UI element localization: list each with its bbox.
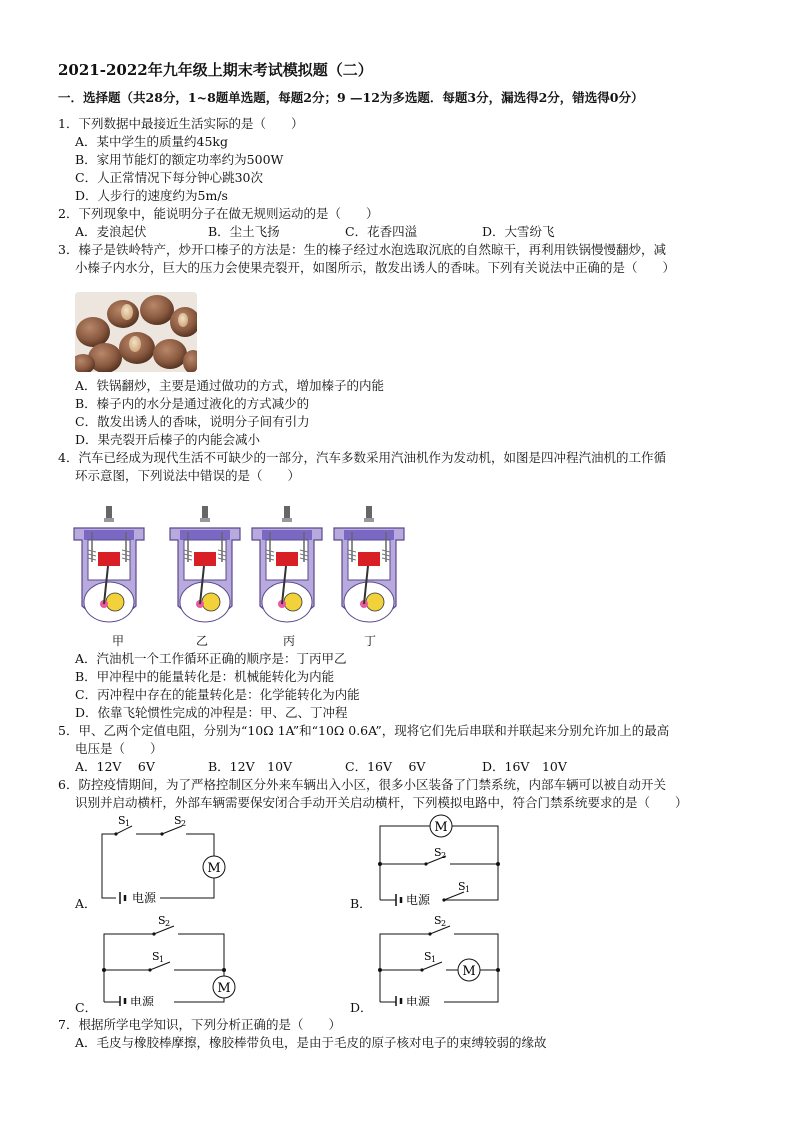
svg-text:M: M	[434, 820, 448, 835]
s2-label: S	[174, 814, 182, 827]
page-title: 2021-2022年九年级上期末考试模拟题（二）	[58, 61, 373, 79]
engine-label-yi: 乙	[196, 634, 209, 648]
svg-text:S: S	[152, 950, 160, 963]
svg-text:电源: 电源	[130, 995, 155, 1006]
svg-text:2: 2	[165, 919, 171, 928]
q7-stem: 7．根据所学电学知识，下列分析正确的是（ ）	[58, 1017, 341, 1032]
section-heading: 一．选择题（共28分，1~8题单选题，每题2分；9 —12为多选题．每题3分，漏选得2分，错选得0分）	[58, 90, 644, 105]
q3-option-c: C．散发出诱人的香味，说明分子间有引力	[75, 414, 310, 429]
svg-text:2: 2	[441, 851, 447, 860]
q1-option-d: D．人步行的速度约为5m/s	[75, 188, 228, 203]
svg-text:S: S	[424, 950, 432, 963]
q7-option-a: A．毛皮与橡胶棒摩擦，橡胶棒带负电，是由于毛皮的原子核对电子的束缚较弱的缘故	[75, 1035, 547, 1050]
q2-option-c: C．花香四溢	[345, 224, 418, 239]
svg-text:S: S	[434, 846, 442, 859]
q4-option-b: B．甲冲程中的能量转化是：机械能转化为内能	[75, 669, 335, 684]
s1-label: S	[118, 814, 126, 827]
q4-stem-line1: 4．汽车已经成为现代生活不可缺少的一部分，汽车多数采用汽油机作为发动机，如图是四冲程汽油机的工作循	[58, 450, 666, 465]
svg-text:S: S	[434, 914, 442, 927]
circuit-d	[372, 910, 512, 1006]
svg-text:M: M	[462, 964, 476, 979]
svg-text:S: S	[458, 880, 466, 893]
q5-option-d: D．16V 10V	[482, 759, 567, 774]
q6-option-c-label: C．	[75, 1000, 98, 1015]
q1-option-a: A．某中学生的质量约45kg	[75, 134, 229, 149]
q4-option-a: A．汽油机一个工作循环正确的顺序是：丁丙甲乙	[75, 651, 347, 666]
q4-option-d: D．依靠飞轮惯性完成的冲程是：甲、乙、丁冲程	[75, 705, 348, 720]
circuit-a	[96, 812, 236, 904]
hazelnut-photo	[75, 292, 197, 372]
q1-option-c: C．人正常情况下每分钟心跳30次	[75, 170, 263, 185]
q5-stem-line2: 电压是（ ）	[75, 741, 163, 756]
svg-text:M: M	[217, 981, 231, 996]
q4-option-c: C．丙冲程中存在的能量转化是：化学能转化为内能	[75, 687, 360, 702]
q6-option-a-label: A．	[75, 896, 97, 911]
q5-option-b: B．12V 10V	[208, 759, 293, 774]
engine-stroke-diagram	[70, 506, 410, 628]
q6-option-b-label: B．	[350, 896, 372, 911]
svg-text:1: 1	[431, 955, 437, 964]
q2-option-a: A．麦浪起伏	[75, 224, 147, 239]
q6-option-d-label: D．	[350, 1000, 373, 1015]
svg-text:S: S	[158, 914, 166, 927]
q6-stem-line2: 识别并启动横杆，外部车辆需要保安闭合手动开关启动横杆，下列模拟电路中，符合门禁系统要求的是（ ）	[75, 795, 688, 810]
q3-stem-line2: 小榛子内水分，巨大的压力会使果壳裂开，如图所示，散发出诱人的香味。下列有关说法中正确的是（ ）	[75, 260, 676, 275]
q2-option-b: B．尘土飞扬	[208, 224, 280, 239]
q5-stem-line1: 5．甲、乙两个定值电阻，分别为“10Ω 1A”和“10Ω 0.6A”，现将它们先后串联和并联起来分别允许加上的最高	[58, 723, 670, 738]
q6-stem-line1: 6．防控疫情期间，为了严格控制区分外来车辆出入小区，很多小区装备了门禁系统，内部车辆可以被自动开关	[58, 777, 666, 792]
svg-text:电源: 电源	[406, 995, 431, 1006]
q1-option-b: B．家用节能灯的额定功率约为500W	[75, 152, 284, 167]
svg-text:2: 2	[441, 919, 447, 928]
q3-option-a: A．铁锅翻炒，主要是通过做功的方式，增加榛子的内能	[75, 378, 385, 393]
q5-option-c: C．16V 6V	[345, 759, 426, 774]
circuit-b	[372, 812, 512, 906]
motor-label: M	[207, 861, 221, 876]
engine-label-jia: 甲	[112, 634, 125, 648]
svg-text:电源: 电源	[406, 893, 431, 906]
engine-label-ding: 丁	[364, 634, 377, 648]
circuit-c	[96, 910, 246, 1006]
q2-stem: 2．下列现象中，能说明分子在做无规则运动的是（ ）	[58, 206, 379, 221]
engine-label-bing: 丙	[283, 634, 296, 648]
q4-stem-line2: 环示意图，下列说法中错误的是（ ）	[75, 468, 301, 483]
svg-text:1: 1	[125, 819, 131, 828]
svg-text:1: 1	[159, 955, 165, 964]
q1-stem: 1．下列数据中最接近生活实际的是（ ）	[58, 116, 304, 131]
q3-stem-line1: 3．榛子是铁岭特产，炒开口榛子的方法是：生的榛子经过水泡选取沉底的自然晾干，再利用铁锅慢慢翻炒，减	[58, 242, 666, 257]
q3-option-b: B．榛子内的水分是通过液化的方式减少的	[75, 396, 310, 411]
power-source-label: 电源	[132, 891, 157, 904]
q2-option-d: D．大雪纷飞	[482, 224, 555, 239]
q5-option-a: A．12V 6V	[75, 759, 155, 774]
svg-text:2: 2	[181, 819, 187, 828]
svg-text:1: 1	[465, 885, 471, 894]
q3-option-d: D．果壳裂开后榛子的内能会减小	[75, 432, 261, 447]
